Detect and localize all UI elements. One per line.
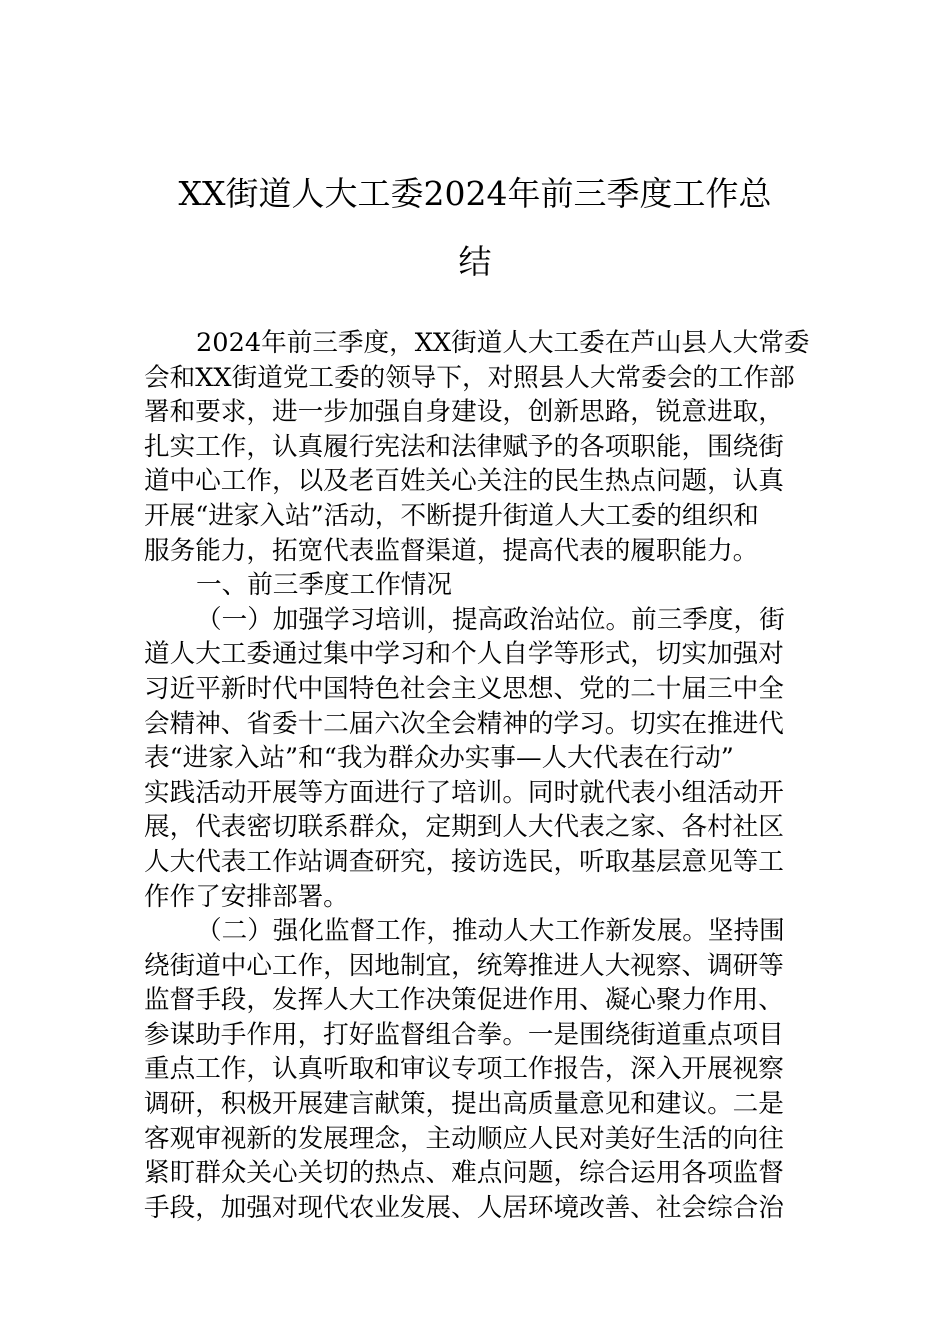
body-line: 道中心工作，以及老百姓关心关注的民生热点问题，认真 bbox=[144, 466, 784, 497]
body-line: 参谋助手作用，打好监督组合拳。一是围绕街道重点项目 bbox=[144, 1019, 784, 1050]
body-line: 手段，加强对现代农业发展、人居环境改善、社会综合治 bbox=[144, 1192, 784, 1223]
body-line: 服务能力，拓宽代表监督渠道，提高代表的履职能力。 bbox=[144, 535, 759, 566]
body-line: 展，代表密切联系群众，定期到人大代表之家、各村社区 bbox=[144, 812, 784, 843]
body-line: 人大代表工作站调查研究，接访选民，听取基层意见等工 bbox=[144, 846, 784, 877]
body-line: 2024年前三季度，XX街道人大工委在芦山县人大常委 bbox=[196, 328, 810, 358]
body-line: 会精神、省委十二届六次全会精神的学习。切实在推进代 bbox=[144, 708, 784, 739]
body-line: 客观审视新的发展理念，主动顺应人民对美好生活的向往 bbox=[144, 1123, 784, 1154]
title-line-1: XX街道人大工委2024年前三季度工作总 bbox=[178, 174, 772, 213]
body-line: 会和XX街道党工委的领导下，对照县人大常委会的工作部 bbox=[144, 362, 795, 393]
body-line: 表“进家入站”和“我为群众办实事—人大代表在行动” bbox=[144, 743, 734, 774]
body-line: 紧盯群众关心关切的热点、难点问题，综合运用各项监督 bbox=[144, 1158, 784, 1189]
body-line: 绕街道中心工作，因地制宜，统筹推进人大视察、调研等 bbox=[144, 950, 784, 981]
body-line: 署和要求，进一步加强自身建设，创新思路，锐意进取， bbox=[144, 397, 784, 428]
title-line-2: 结 bbox=[458, 242, 492, 281]
body-line: 开展“进家入站”活动，不断提升街道人大工委的组织和 bbox=[144, 500, 759, 531]
body-line: 实践活动开展等方面进行了培训。同时就代表小组活动开 bbox=[144, 777, 784, 808]
body-line: 道人大工委通过集中学习和个人自学等形式，切实加强对 bbox=[144, 639, 784, 670]
body-line: （一）加强学习培训，提高政治站位。前三季度，街 bbox=[196, 604, 785, 635]
body-line: （二）强化监督工作，推动人大工作新发展。坚持围 bbox=[196, 916, 785, 947]
document-body bbox=[144, 326, 810, 1225]
document-title bbox=[60, 160, 890, 296]
body-line: 重点工作，认真听取和审议专项工作报告，深入开展视察 bbox=[144, 1054, 784, 1085]
body-line: 监督手段，发挥人大工作决策促进作用、凝心聚力作用、 bbox=[144, 985, 784, 1016]
body-line: 习近平新时代中国特色社会主义思想、党的二十届三中全 bbox=[144, 673, 784, 704]
section-heading: 一、前三季度工作情况 bbox=[196, 570, 452, 601]
body-line: 调研，积极开展建言献策，提出高质量意见和建议。二是 bbox=[144, 1089, 784, 1120]
body-line: 扎实工作，认真履行宪法和法律赋予的各项职能，围绕街 bbox=[144, 431, 784, 462]
body-line: 作作了安排部署。 bbox=[144, 881, 349, 912]
